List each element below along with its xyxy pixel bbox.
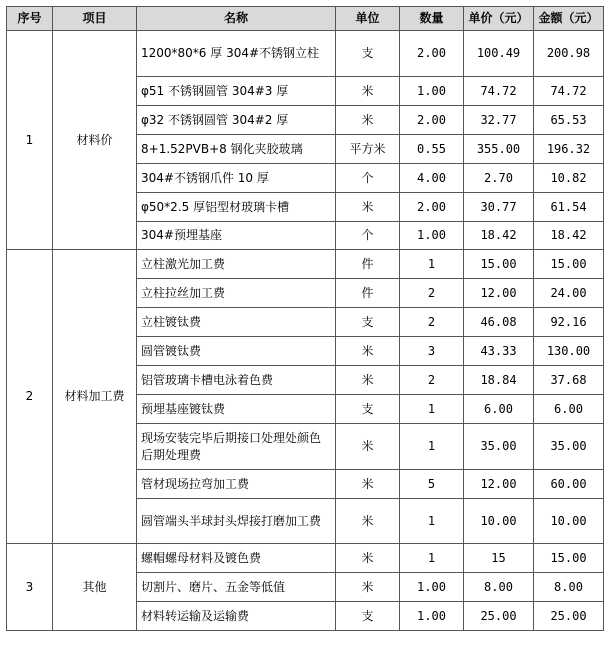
item-unit: 米 <box>336 337 400 366</box>
item-name: 立柱镀钛费 <box>137 308 336 337</box>
header-category: 项目 <box>53 7 137 31</box>
header-row <box>7 7 604 31</box>
item-quantity: 1 <box>400 395 464 424</box>
item-amount: 37.68 <box>534 366 604 395</box>
item-unit: 支 <box>336 308 400 337</box>
item-unit: 米 <box>336 106 400 135</box>
item-unit-price: 35.00 <box>464 424 534 470</box>
item-quantity: 1.00 <box>400 573 464 602</box>
item-unit: 米 <box>336 544 400 573</box>
item-amount: 92.16 <box>534 308 604 337</box>
item-amount: 25.00 <box>534 602 604 631</box>
item-unit: 件 <box>336 250 400 279</box>
item-unit-price: 15 <box>464 544 534 573</box>
item-quantity: 4.00 <box>400 164 464 193</box>
header-amount: 金额（元） <box>534 7 604 31</box>
item-amount: 24.00 <box>534 279 604 308</box>
item-amount: 10.00 <box>534 499 604 544</box>
item-unit-price: 12.00 <box>464 279 534 308</box>
item-unit-price: 6.00 <box>464 395 534 424</box>
item-unit: 米 <box>336 366 400 395</box>
table-row <box>7 544 604 573</box>
item-unit-price: 32.77 <box>464 106 534 135</box>
item-unit-price: 43.33 <box>464 337 534 366</box>
header-name: 名称 <box>137 7 336 31</box>
item-unit: 支 <box>336 395 400 424</box>
item-quantity: 1.00 <box>400 77 464 106</box>
item-name: 304#预埋基座 <box>137 222 336 250</box>
item-quantity: 2 <box>400 279 464 308</box>
item-name: φ50*2.5 厚铝型材玻璃卡槽 <box>137 193 336 222</box>
item-unit-price: 18.42 <box>464 222 534 250</box>
item-quantity: 1.00 <box>400 602 464 631</box>
group-category: 材料价 <box>53 31 137 250</box>
item-name: 螺帽螺母材料及镀色费 <box>137 544 336 573</box>
item-unit: 个 <box>336 164 400 193</box>
group-index: 3 <box>7 544 53 631</box>
item-amount: 15.00 <box>534 544 604 573</box>
table-row <box>7 250 604 279</box>
item-unit-price: 25.00 <box>464 602 534 631</box>
item-name: 圆管镀钛费 <box>137 337 336 366</box>
item-name: 切割片、磨片、五金等低值 <box>137 573 336 602</box>
item-amount: 18.42 <box>534 222 604 250</box>
item-quantity: 2.00 <box>400 193 464 222</box>
item-unit: 支 <box>336 31 400 77</box>
item-name: 材料转运输及运输费 <box>137 602 336 631</box>
item-quantity: 2.00 <box>400 31 464 77</box>
item-amount: 60.00 <box>534 470 604 499</box>
item-name: 1200*80*6 厚 304#不锈钢立柱 <box>137 31 336 77</box>
item-amount: 8.00 <box>534 573 604 602</box>
item-quantity: 1 <box>400 250 464 279</box>
item-quantity: 1 <box>400 424 464 470</box>
item-quantity: 2 <box>400 308 464 337</box>
item-quantity: 1 <box>400 499 464 544</box>
item-unit-price: 100.49 <box>464 31 534 77</box>
item-unit: 个 <box>336 222 400 250</box>
item-name: 立柱拉丝加工费 <box>137 279 336 308</box>
item-name: φ51 不锈钢圆管 304#3 厚 <box>137 77 336 106</box>
item-name: 304#不锈钢爪件 10 厚 <box>137 164 336 193</box>
item-quantity: 1 <box>400 544 464 573</box>
item-name: 圆管端头半球封头焊接打磨加工费 <box>137 499 336 544</box>
item-unit-price: 15.00 <box>464 250 534 279</box>
header-index: 序号 <box>7 7 53 31</box>
item-amount: 61.54 <box>534 193 604 222</box>
item-unit: 米 <box>336 573 400 602</box>
item-name: φ32 不锈钢圆管 304#2 厚 <box>137 106 336 135</box>
item-unit-price: 74.72 <box>464 77 534 106</box>
item-quantity: 0.55 <box>400 135 464 164</box>
item-quantity: 2 <box>400 366 464 395</box>
item-amount: 10.82 <box>534 164 604 193</box>
item-unit: 平方米 <box>336 135 400 164</box>
item-name: 管材现场拉弯加工费 <box>137 470 336 499</box>
item-unit-price: 8.00 <box>464 573 534 602</box>
item-amount: 200.98 <box>534 31 604 77</box>
item-unit: 支 <box>336 602 400 631</box>
item-quantity: 3 <box>400 337 464 366</box>
item-name: 立柱激光加工费 <box>137 250 336 279</box>
item-unit: 米 <box>336 424 400 470</box>
item-unit-price: 46.08 <box>464 308 534 337</box>
item-quantity: 1.00 <box>400 222 464 250</box>
item-unit-price: 355.00 <box>464 135 534 164</box>
item-unit: 米 <box>336 499 400 544</box>
header-quantity: 数量 <box>400 7 464 31</box>
item-unit-price: 10.00 <box>464 499 534 544</box>
item-name: 预埋基座镀钛费 <box>137 395 336 424</box>
item-amount: 74.72 <box>534 77 604 106</box>
item-unit: 米 <box>336 470 400 499</box>
item-name: 铝管玻璃卡槽电泳着色费 <box>137 366 336 395</box>
item-unit-price: 18.84 <box>464 366 534 395</box>
item-unit-price: 12.00 <box>464 470 534 499</box>
group-index: 1 <box>7 31 53 250</box>
header-unit: 单位 <box>336 7 400 31</box>
item-amount: 6.00 <box>534 395 604 424</box>
item-unit: 米 <box>336 77 400 106</box>
item-amount: 15.00 <box>534 250 604 279</box>
item-amount: 35.00 <box>534 424 604 470</box>
item-amount: 65.53 <box>534 106 604 135</box>
table-row <box>7 31 604 77</box>
item-unit-price: 30.77 <box>464 193 534 222</box>
item-amount: 130.00 <box>534 337 604 366</box>
item-name: 8+1.52PVB+8 钢化夹胶玻璃 <box>137 135 336 164</box>
item-amount: 196.32 <box>534 135 604 164</box>
group-category: 其他 <box>53 544 137 631</box>
item-name: 现场安装完毕后期接口处理处颜色后期处理费 <box>137 424 336 470</box>
item-unit: 件 <box>336 279 400 308</box>
group-category: 材料加工费 <box>53 250 137 544</box>
header-unit-price: 单价（元） <box>464 7 534 31</box>
quotation-table <box>6 6 604 631</box>
group-index: 2 <box>7 250 53 544</box>
item-quantity: 5 <box>400 470 464 499</box>
item-quantity: 2.00 <box>400 106 464 135</box>
item-unit-price: 2.70 <box>464 164 534 193</box>
item-unit: 米 <box>336 193 400 222</box>
